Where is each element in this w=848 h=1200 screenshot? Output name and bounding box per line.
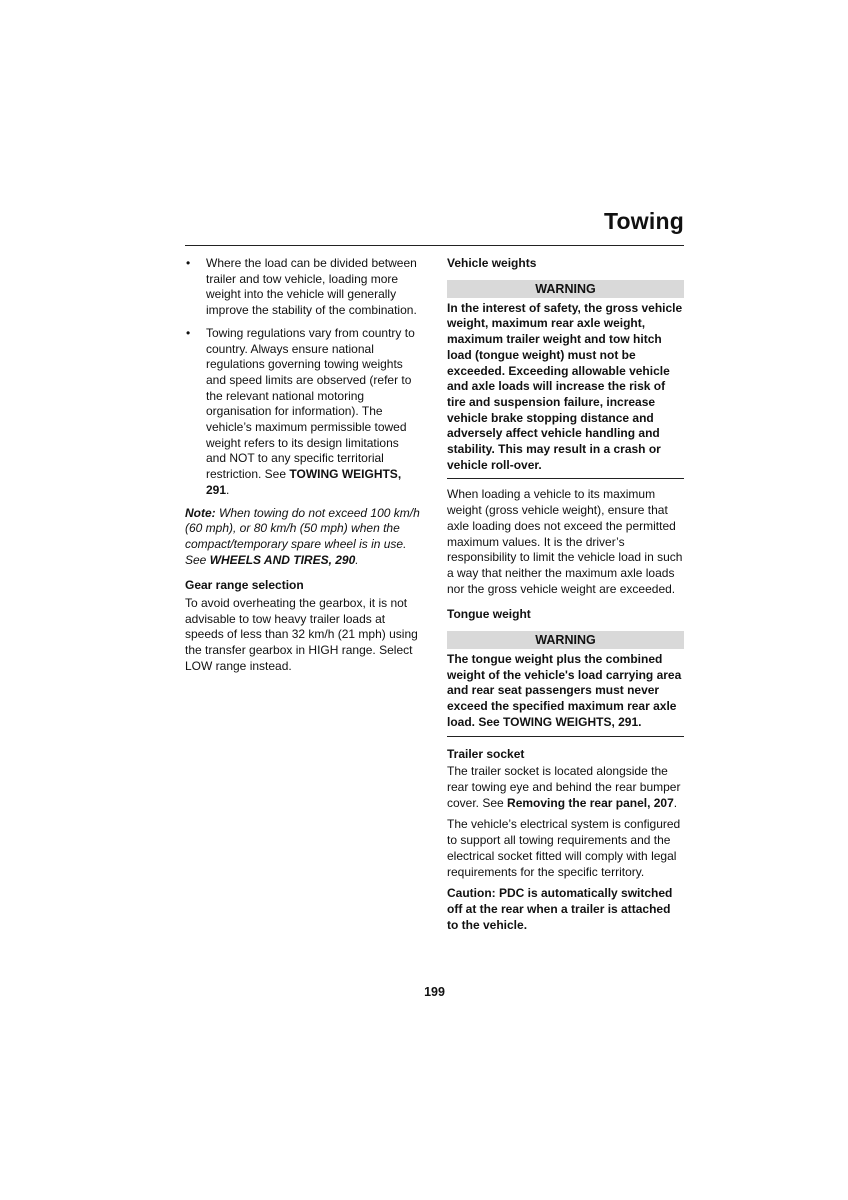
note-text-end: . bbox=[355, 552, 359, 567]
title-divider bbox=[185, 245, 684, 246]
section-heading-tongue-weight: Tongue weight bbox=[447, 607, 531, 622]
warning-text: In the interest of safety, the gross vehicle weight, maximum rear axle weight, maximum trailer weight and tow hitch load (tongue weight) must not be exceeded. Exceeding allowable vehicle and axle loads will increase the risk of tire and suspension failure, increase vehicle brake stopping distance and adversely affect vehicle handling and stability. This may result in a crash or vehicle roll-over. bbox=[447, 300, 683, 472]
page-number: 199 bbox=[424, 985, 445, 999]
warning-banner: WARNING bbox=[447, 280, 684, 298]
caution-paragraph: Caution: PDC is automatically switched off at the rear when a trailer is attached to the vehicle. bbox=[447, 886, 673, 932]
warning-divider bbox=[447, 736, 684, 737]
bullet-text: Towing regulations vary from country to country. Always ensure national regulations governing towing weights and speed limits are observed (refer to the relevant national motoring organisation for information). The vehicle’s maximum permissible towed weight refers to its design limitations and NOT to any specific territorial restriction. See bbox=[206, 325, 415, 482]
gear-range-paragraph: To avoid overheating the gearbox, it is not advisable to tow heavy trailer loads at speeds of less than 32 km/h (21 mph) using the transfer gearbox in HIGH range. Select LOW range instead. bbox=[185, 596, 418, 673]
trailer-socket-paragraph bbox=[447, 764, 684, 811]
section-heading-trailer-socket: Trailer socket bbox=[447, 746, 525, 761]
list-item bbox=[185, 256, 421, 319]
trailer-socket-text-end: . bbox=[673, 795, 678, 810]
electrical-system-paragraph: The vehicle’s electrical system is configured to support all towing requirements and the electrical socket fitted will comply with legal requirements for the specific territory. bbox=[447, 817, 681, 879]
bullet-icon: • bbox=[186, 256, 191, 270]
cross-reference-link[interactable]: WHEELS AND TIRES, 290 bbox=[209, 552, 356, 567]
right-column bbox=[447, 256, 684, 939]
trailer-socket-text: The trailer socket is located alongside the rear towing eye and behind the rear bumper cover. See bbox=[447, 764, 681, 810]
warning-text: The tongue weight plus the combined weight of the vehicle's load carrying area and rear seat passengers must never exceed the specified maximum rear axle load. See TOWING WEIGHTS, 291. bbox=[447, 652, 682, 729]
warning-banner: WARNING bbox=[447, 631, 684, 649]
note-text: When towing do not exceed 100 km/h (60 mph), or 80 km/h (50 mph) when the compact/temporary spare wheel is in use. See bbox=[185, 505, 420, 567]
section-heading-vehicle-weights: Vehicle weights bbox=[447, 256, 537, 270]
note-label: Note: bbox=[185, 505, 216, 520]
cross-reference-link[interactable]: Removing the rear panel, 207 bbox=[507, 795, 674, 810]
bullet-text-end: . bbox=[226, 482, 230, 497]
left-column bbox=[185, 256, 421, 681]
note-paragraph bbox=[185, 506, 421, 569]
bullet-list bbox=[185, 256, 421, 499]
warning-divider bbox=[447, 478, 684, 479]
list-item bbox=[185, 326, 421, 499]
cross-reference-link[interactable]: TOWING WEIGHTS, 291 bbox=[206, 467, 402, 497]
vehicle-weights-paragraph: When loading a vehicle to its maximum weight (gross vehicle weight), ensure that axle loading does not exceed the permitted maximum values. It is the driver’s responsibility to limit the vehicle load in such a way that neither the maximum axle loads nor the gross vehicle weight are exceeded. bbox=[447, 487, 683, 596]
bullet-icon: • bbox=[186, 325, 191, 340]
page-title: Towing bbox=[604, 208, 684, 234]
section-heading-gear-range: Gear range selection bbox=[185, 578, 304, 593]
bullet-text: Where the load can be divided between trailer and tow vehicle, loading more weight into the vehicle will generally improve the stability of the combination. bbox=[206, 256, 417, 318]
